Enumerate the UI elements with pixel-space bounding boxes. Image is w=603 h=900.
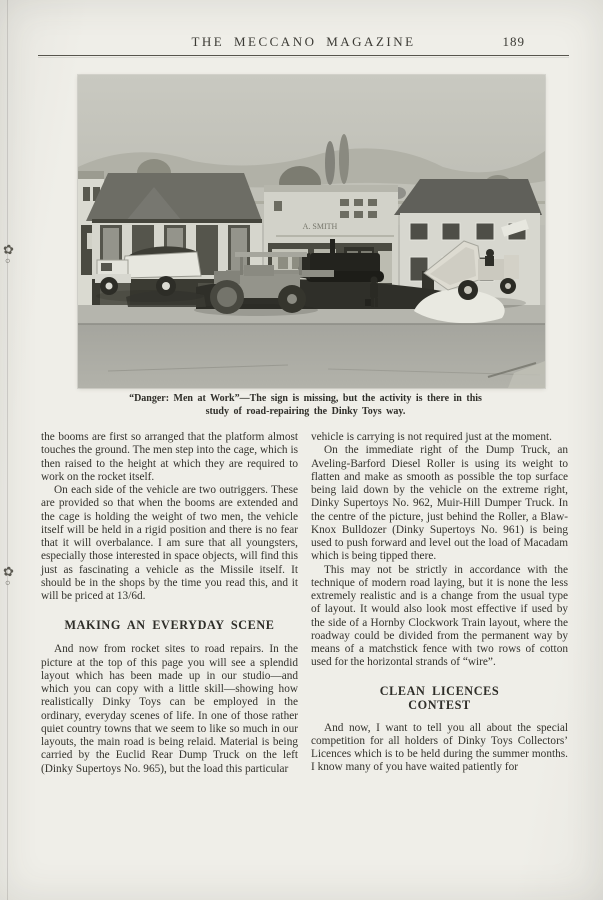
binding-mark-top: ✿ ○	[2, 241, 15, 266]
section-heading-everyday-scene: MAKING AN EVERYDAY SCENE	[64, 618, 275, 633]
paragraph: This may not be strictly in accordance with the technique of modern road laying, but it is none the less extremely realistic and is a change from the usual type of layout. It would also look most effective if used by the side of a Hornby Clockwork Train layout, where the roadway could be divided from the permanent way by means of a matchstick fence with two rows of cotton used for the horizontal strands of “wire”.	[311, 563, 568, 669]
page-number: 189	[502, 34, 525, 49]
paragraph: And now, I want to tell you all about the special competition for all holders of Dinky Toys Collectors’ Licences which is to be held during the summer months. I know many of you have waited patiently for	[311, 721, 568, 774]
magazine-title: THE MECCANO MAGAZINE	[191, 34, 416, 49]
paragraph: vehicle is carrying is not required just at the moment.	[311, 431, 552, 443]
diorama-photograph	[78, 75, 545, 388]
page-header	[38, 30, 569, 56]
photo-caption	[88, 393, 523, 418]
header-rule	[38, 55, 569, 56]
heading-line-2: CONTEST	[408, 697, 471, 712]
heading-line-1: CLEAN LICENCES	[379, 683, 500, 698]
paragraph: the booms are first so arranged that the platform almost touches the ground. The men step into the cage, which is then raised to the height at which they are required to work on the rocket itself.	[41, 431, 298, 483]
caption-line-2: study of road-repairing the Dinky Toys way.	[205, 405, 406, 417]
foreground-road	[78, 323, 545, 388]
article-body	[41, 431, 568, 886]
caption-line-1: “Danger: Men at Work”—The sign is missing, but the activity is there in this	[129, 393, 482, 404]
paragraph: On the immediate right of the Dump Truck, an Aveling-Barford Diesel Roller is using its weight to flatten and make as smooth as possible the top surface being laid down by the vehicle on the extreme right, Dinky Supertoys No. 962, Muir-Hill Dumper Truck. In the centre of the picture, just behind the Roller, a Blaw-Knox Bulldozer (Dinky Supertoys No. 961) is being used to push forward and level out the load of Macadam which is being tipped there.	[311, 444, 568, 563]
poplar-tree	[339, 134, 349, 184]
right-column	[311, 431, 568, 886]
diorama-photo-art	[78, 75, 545, 388]
paragraph: And now from rocket sites to road repairs. In the picture at the top of this page you will see a splendid layout which has been made up in our studio—and which you can copy with a little skill—showing how realistically Dinky Toys can be employed in the ordinary, everyday scenes of life. In one of those rather quiet country towns that we seem to like so much in our layouts, the main road is being relaid. Material is being carried by the Euclid Rear Dump Truck on the left (Dinky Supertoys No. 965), but the load this particular	[41, 643, 298, 775]
page-fold-line	[7, 0, 8, 900]
poplar-tree	[325, 141, 335, 185]
binding-mark-bottom: ✿ ○	[2, 563, 15, 588]
left-column	[41, 431, 298, 886]
shop-sign-text: A. SMITH	[302, 222, 338, 231]
section-heading-clean-licences	[311, 684, 568, 712]
workman-bag	[365, 299, 371, 306]
paragraph: On each side of the vehicle are two outriggers. These are provided so that when the booms are extended and the cage is holding the weight of two men, the vehicle itself will be held in a rigid position and there is no fear that it will overbalance. I am sure that all youngsters, especially those interested in space objects, will find this just as fascinating a vehicle as the Missile itself. It should be in the shops by the time you read this, and it will be priced at 13/6d.	[41, 484, 298, 602]
